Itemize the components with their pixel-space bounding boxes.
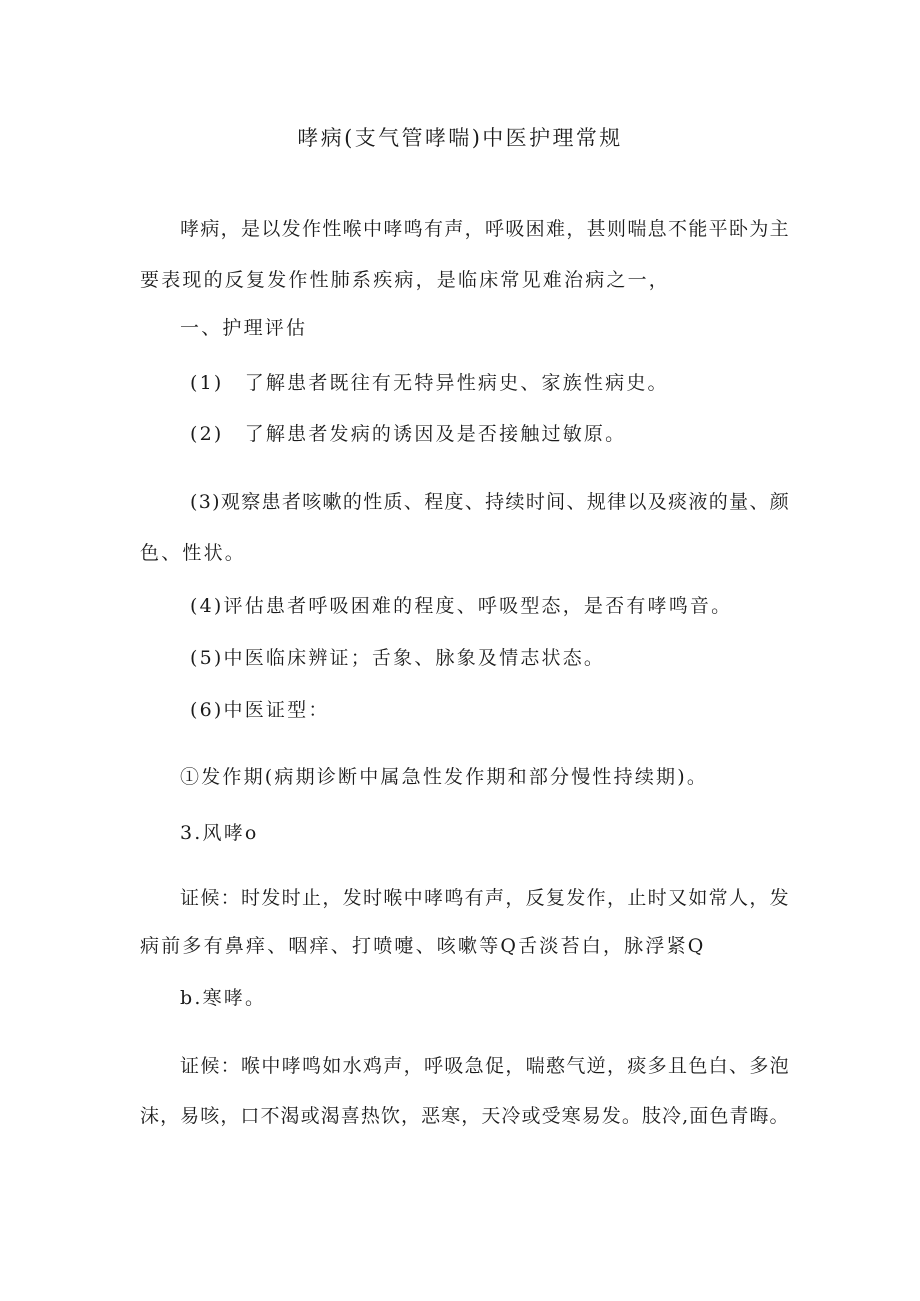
section-heading-assessment: 一、护理评估 [180,317,308,339]
assessment-item-1: (1) 了解患者既往有无特异性病史、家族性病史。 [190,372,669,394]
attack-phase-heading: ①发作期(病期诊断中属急性发作期和部分慢性持续期)。 [180,766,709,788]
assessment-item-3-line-1: (3)观察患者咳嗽的性质、程度、持续时间、规律以及痰液的量、颜 [190,491,791,513]
intro-line-1: 哮病，是以发作性喉中哮鸣有声，呼吸困难，甚则喘息不能平卧为主 [180,218,791,240]
document-title: 哮病(支气管哮喘)中医护理常规 [297,126,623,150]
type-a-symptoms-line-1: 证候：时发时止，发时喉中哮鸣有声，反复发作，止时又如常人，发 [180,887,791,909]
assessment-item-6: (6)中医证型： [190,699,330,721]
assessment-item-4: (4)评估患者呼吸困难的程度、呼吸型态，是否有哮鸣音。 [190,595,733,617]
type-b-heading: b.寒哮。 [180,987,267,1009]
type-b-symptoms-line-2: 沫，易咳，口不渴或渴喜热饮，恶寒，天冷或受寒易发。肢冷,面色青晦。 [140,1105,790,1127]
type-a-heading: 3.风哮o [180,822,259,844]
assessment-item-2: (2) 了解患者发病的诱因及是否接触过敏原。 [190,423,627,445]
assessment-item-3-line-2: 色、性状。 [140,542,247,564]
type-b-symptoms-line-1: 证候：喉中哮鸣如水鸡声，呼吸急促，喘憨气逆，痰多且色白、多泡 [180,1055,791,1077]
assessment-item-5: (5)中医临床辨证；舌象、脉象及情志状态。 [190,647,606,669]
intro-line-2: 要表现的反复发作性肺系疾病，是临床常见难治病之一， [140,269,671,291]
type-a-symptoms-line-2: 病前多有鼻痒、咽痒、打喷嚏、咳嗽等Q舌淡苔白，脉浮紧Q [140,935,706,957]
